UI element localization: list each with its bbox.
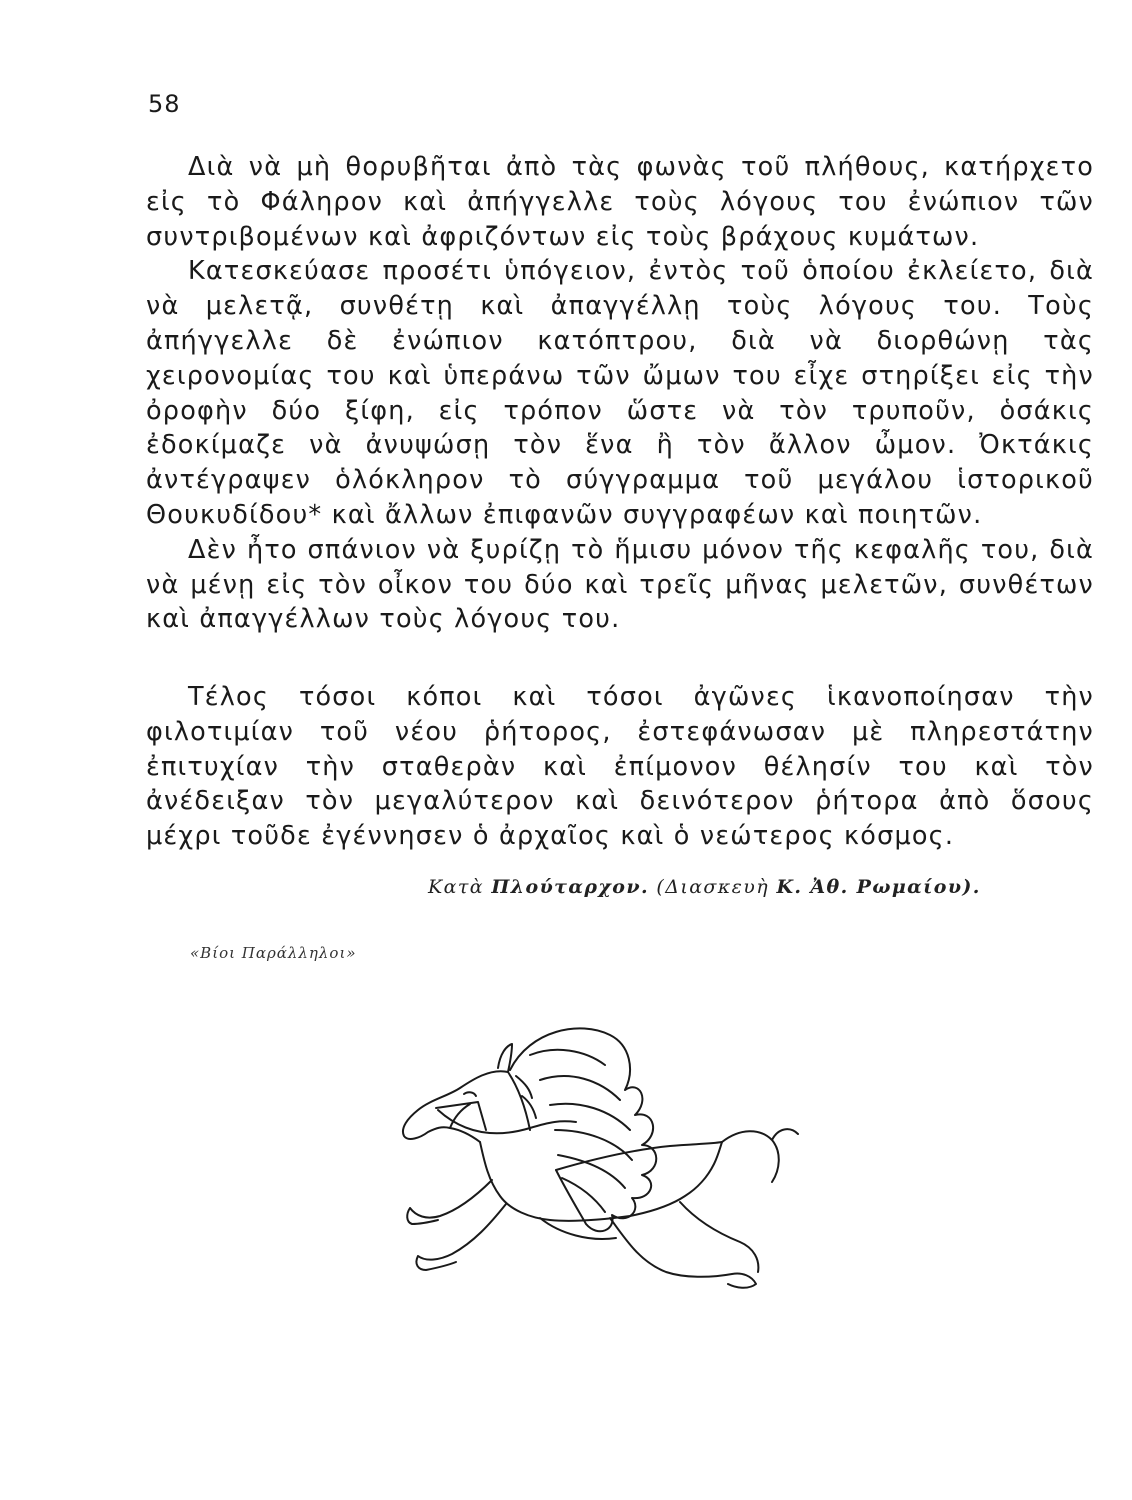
paragraph-shaved-head: Δὲν ἦτο σπάνιον νὰ ξυρίζῃ τὸ ἥμισυ μόνον τῆς κεφαλῆς του, διὰ νὰ μένῃ εἰς τὸν οἶκον του δύο καὶ τρεῖς μῆνας μελετῶν, συνθέτων καὶ ἀπαγγέλλων τοὺς λόγους του. [146, 534, 1094, 635]
source-note: «Βίοι Παράλληλοι» [190, 944, 357, 962]
attribution [428, 876, 1068, 898]
attribution-prefix: Κατὰ [428, 876, 484, 898]
wing-feather-lines [530, 1050, 632, 1212]
winged-horse-pegasus-icon [380, 1010, 820, 1330]
horse-hind-leg-2 [680, 1202, 758, 1272]
horse-tail [722, 1129, 798, 1182]
horse-back [556, 1142, 722, 1170]
wing-feathers [510, 1028, 656, 1231]
text-block-conclusion [146, 680, 1094, 854]
attribution-adaptation-prefix: (Διασκευὴ [656, 876, 769, 898]
attribution-author: Πλούταρχον. [491, 876, 649, 898]
paragraph-falirn: Διὰ νὰ μὴ θορυβῆται ἀπὸ τὰς φωνὰς τοῦ πλήθους, κατήρχετο εἰς τὸ Φάληρον καὶ ἀπήγγελλε τοὺς λόγους του ἐνώπιον τῶν συντριβομένων καὶ ἀφριζόντων εἰς τοὺς βράχους κυμάτων. [146, 152, 1094, 252]
horse-hind-leg-1 [610, 1218, 756, 1288]
horse-front-leg-1 [407, 1180, 492, 1224]
text-block-main [146, 150, 1094, 637]
horse-mane [508, 1072, 536, 1130]
horse-front-leg-2 [416, 1204, 506, 1270]
horse-eye [464, 1092, 476, 1096]
attribution-adapter: Κ. Ἀθ. Ρωμαίου). [776, 876, 981, 898]
horse-head [403, 1071, 508, 1142]
paragraph-conclusion: Τέλος τόσοι κόποι καὶ τόσοι ἀγῶνες ἱκανοποίησαν τὴν φιλοτιμίαν τοῦ νέου ῥήτορος, ἐστεφάνωσαν μὲ πληρεστάτην ἐπιτυχίαν τὴν σταθερὰν καὶ ἐπίμονον θέλησίν του καὶ τὸν ἀνέδειξαν τὸν μεγαλύτερον καὶ δεινότερον ῥήτορα ἀπὸ ὅσους μέχρι τοῦδε ἐγέννησεν ὁ ἀρχαῖος καὶ ὁ νεώτερος κόσμος. [146, 682, 1094, 852]
paragraph-underground-study: Κατεσκεύασε προσέτι ὑπόγειον, ἐντὸς τοῦ ὁποίου ἐκλείετο, διὰ νὰ μελετᾷ, συνθέτῃ καὶ ἀπαγγέλλῃ τοὺς λόγους του. Τοὺς ἀπήγγελλε δὲ ἐνώπιον κατόπτρου, διὰ νὰ διορθώνῃ τὰς χειρονομίας του καὶ ὑπεράνω τῶν ὤμων του εἶχε στηρίξει εἰς τὴν ὀροφὴν δύο ξίφη, εἰς τρόπον ὥστε νὰ τὸν τρυποῦν, ὁσάκις ἐδοκίμαζε νὰ ἀνυψώσῃ τὸν ἕνα ἢ τὸν ἄλλον ὦμον. Ὀκτάκις ἀντέγραψεν ὁλόκληρον τὸ σύγγραμμα τοῦ μεγάλου ἱστορικοῦ Θουκυδίδου* καὶ ἄλλων ἐπιφανῶν συγγραφέων καὶ ποιητῶν. [146, 256, 1094, 530]
page-number: 58 [148, 90, 181, 118]
horse-ear [498, 1044, 512, 1072]
